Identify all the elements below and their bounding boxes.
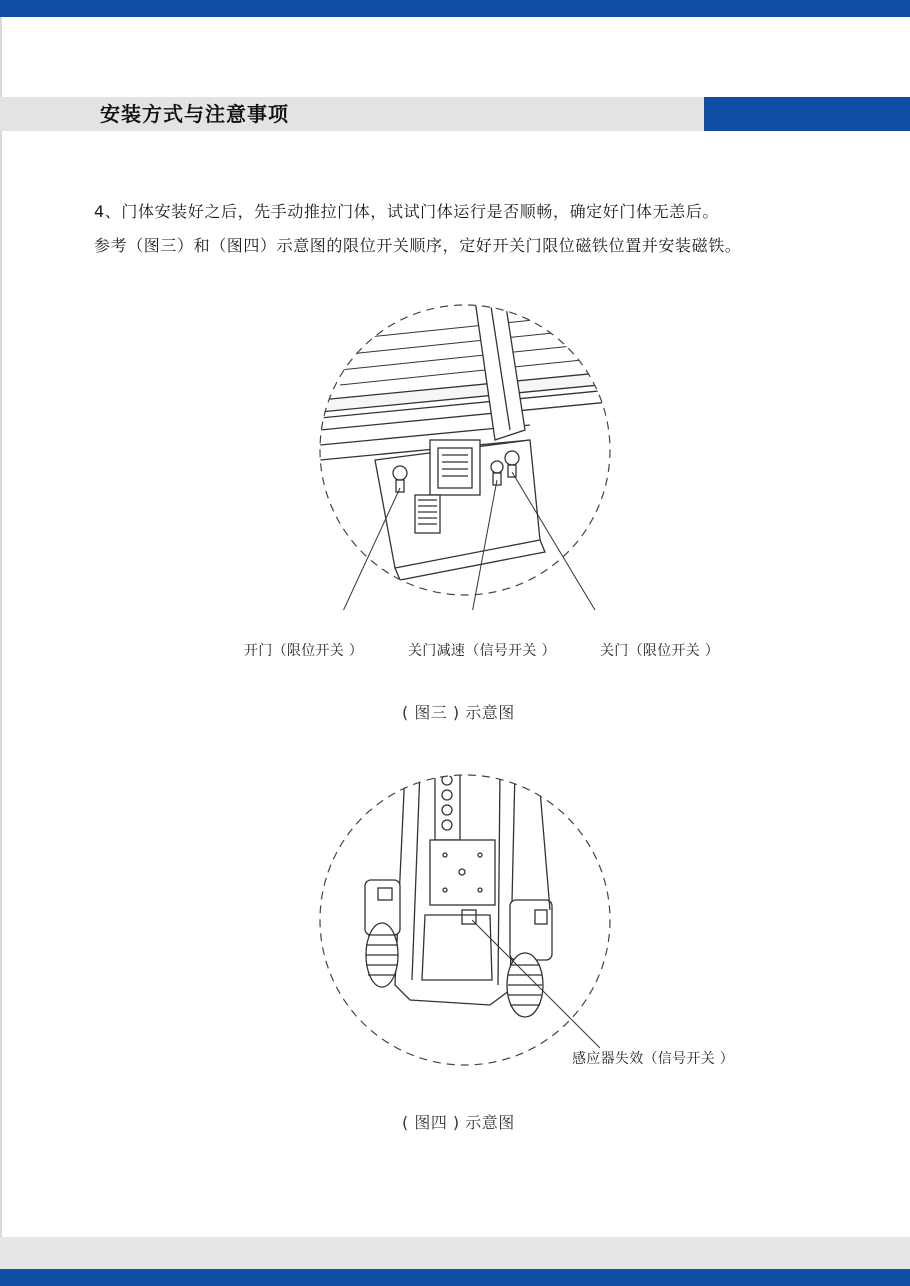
figure3-drawing: [300, 290, 630, 610]
label-open-limit-switch: 开门（限位开关 ）: [244, 643, 364, 659]
top-accent-bar: [0, 0, 910, 17]
figure4-caption: ( 图四 ) 示意图: [402, 1113, 515, 1132]
header-accent-block: [704, 97, 910, 131]
figure4-drawing: [310, 770, 730, 1070]
instruction-line-2: 参考（图三）和（图四）示意图的限位开关顺序，定好开关门限位磁铁位置并安装磁铁。: [94, 236, 742, 255]
label-close-limit-switch: 关门（限位开关 ）: [600, 643, 720, 659]
footer-grey-band: [0, 1237, 910, 1269]
section-title: 安装方式与注意事项: [100, 102, 289, 126]
left-margin-rule: [0, 17, 2, 1237]
footer-accent-bar: [0, 1269, 910, 1286]
instruction-line-1: 4、门体安装好之后，先手动推拉门体，试试门体运行是否顺畅，确定好门体无恙后。: [94, 202, 719, 221]
label-close-slow-signal-switch: 关门减速（信号开关 ）: [408, 643, 556, 659]
section-header: [0, 97, 910, 131]
label-sensor-failure-signal-switch: 感应器失效（信号开关 ）: [572, 1051, 735, 1067]
figure3-caption: ( 图三 ) 示意图: [402, 703, 515, 722]
